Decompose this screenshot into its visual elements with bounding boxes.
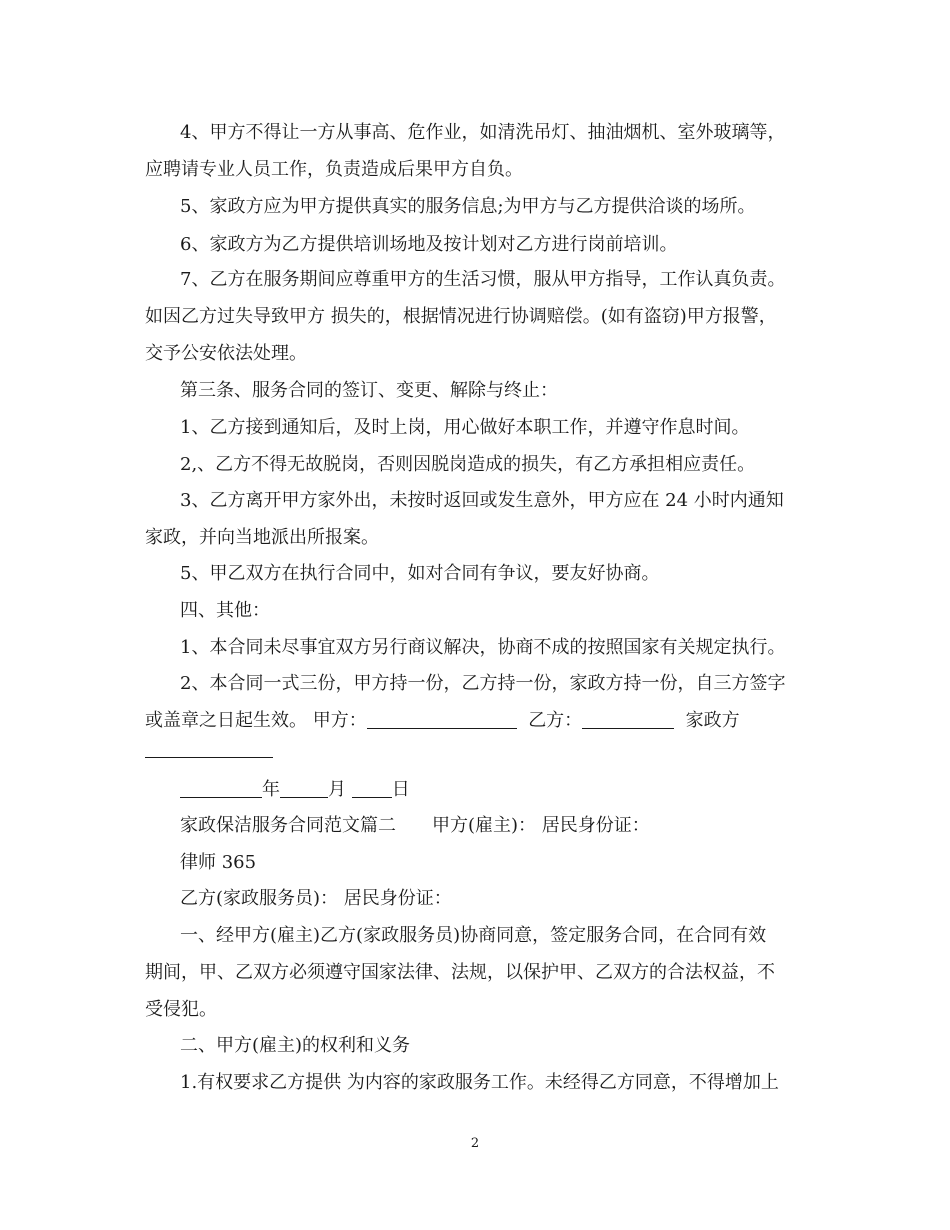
agency-label: 家政方: [685, 710, 740, 731]
month-label: 月: [328, 779, 346, 800]
paragraph-line: 3、乙方离开甲方家外出，未按时返回或发生意外，甲方应在 24 小时内通知: [180, 490, 784, 511]
contract-title-line: 家政保洁服务合同范文篇二 甲方(雇主)： 居民身份证：: [180, 815, 650, 836]
agency-blank: [145, 757, 273, 758]
party-b-blank: [582, 708, 674, 729]
paragraph-line: 律师 365: [180, 852, 257, 873]
paragraph-line: 如因乙方过失导致甲方 损失的，根据情况进行协调赔偿。(如有盗窃)甲方报警，: [145, 306, 777, 327]
paragraph-line: 1.有权要求乙方提供 为内容的家政服务工作。未经得乙方同意，不得增加上: [180, 1072, 779, 1093]
paragraph-line: 受侵犯。: [145, 999, 217, 1020]
paragraph-line: 5、家政方应为甲方提供真实的服务信息;为甲方与乙方提供洽谈的场所。: [180, 196, 756, 217]
paragraph-line: 5、甲乙双方在执行合同中，如对合同有争议，要友好协商。: [180, 563, 660, 584]
paragraph-line: 乙方(家政服务员)： 居民身份证：: [180, 888, 452, 909]
day-label: 日: [391, 779, 410, 800]
paragraph-line: 4、甲方不得让一方从事高、危作业，如清洗吊灯、抽油烟机、室外玻璃等，: [180, 122, 786, 143]
year-label: 年: [262, 779, 280, 800]
section-heading: 二、甲方(雇主)的权利和义务: [180, 1035, 411, 1056]
paragraph-line: 期间，甲、乙双方必须遵守国家法律、法规，以保护甲、乙双方的合法权益，不: [145, 962, 775, 983]
party-b-label: 乙方：: [528, 710, 583, 731]
party-a-blank: [367, 708, 517, 729]
date-line: [145, 771, 815, 808]
month-blank: [280, 777, 328, 798]
paragraph-line: 6、家政方为乙方提供培训场地及按计划对乙方进行岗前培训。: [180, 234, 678, 255]
page-number: 2: [470, 1136, 480, 1151]
section-heading: 第三条、服务合同的签订、变更、解除与终止：: [180, 380, 558, 401]
year-blank: [180, 777, 262, 798]
section-heading: 四、其他：: [180, 600, 270, 621]
paragraph-line: 1、乙方接到通知后，及时上岗，用心做好本职工作，并遵守作息时间。: [180, 417, 750, 438]
paragraph-line: 2、本合同一式三份，甲方持一份，乙方持一份，家政方持一份，自三方签字: [180, 673, 786, 694]
paragraph-line: 家政，并向当地派出所报案。: [145, 527, 379, 548]
paragraph-line: 应聘请专业人员工作，负责造成后果甲方自负。: [145, 159, 523, 180]
paragraph-line: 交予公安依法处理。: [145, 343, 307, 364]
signature-line: [145, 702, 815, 739]
paragraph-line: 一、经甲方(雇主)乙方(家政服务员)协商同意，签定服务合同，在合同有效: [180, 925, 767, 946]
day-blank: [352, 777, 392, 798]
paragraph-line: 7、乙方在服务期间应尊重甲方的生活习惯，服从甲方指导，工作认真负责。: [180, 269, 786, 290]
paragraph-line: 2,、乙方不得无故脱岗，否则因脱岗造成的损失，有乙方承担相应责任。: [180, 454, 756, 475]
sign-lead: 或盖章之日起生效。 甲方：: [145, 710, 367, 731]
paragraph-line: 1、本合同未尽事宜双方另行商议解决，协商不成的按照国家有关规定执行。: [180, 637, 786, 658]
